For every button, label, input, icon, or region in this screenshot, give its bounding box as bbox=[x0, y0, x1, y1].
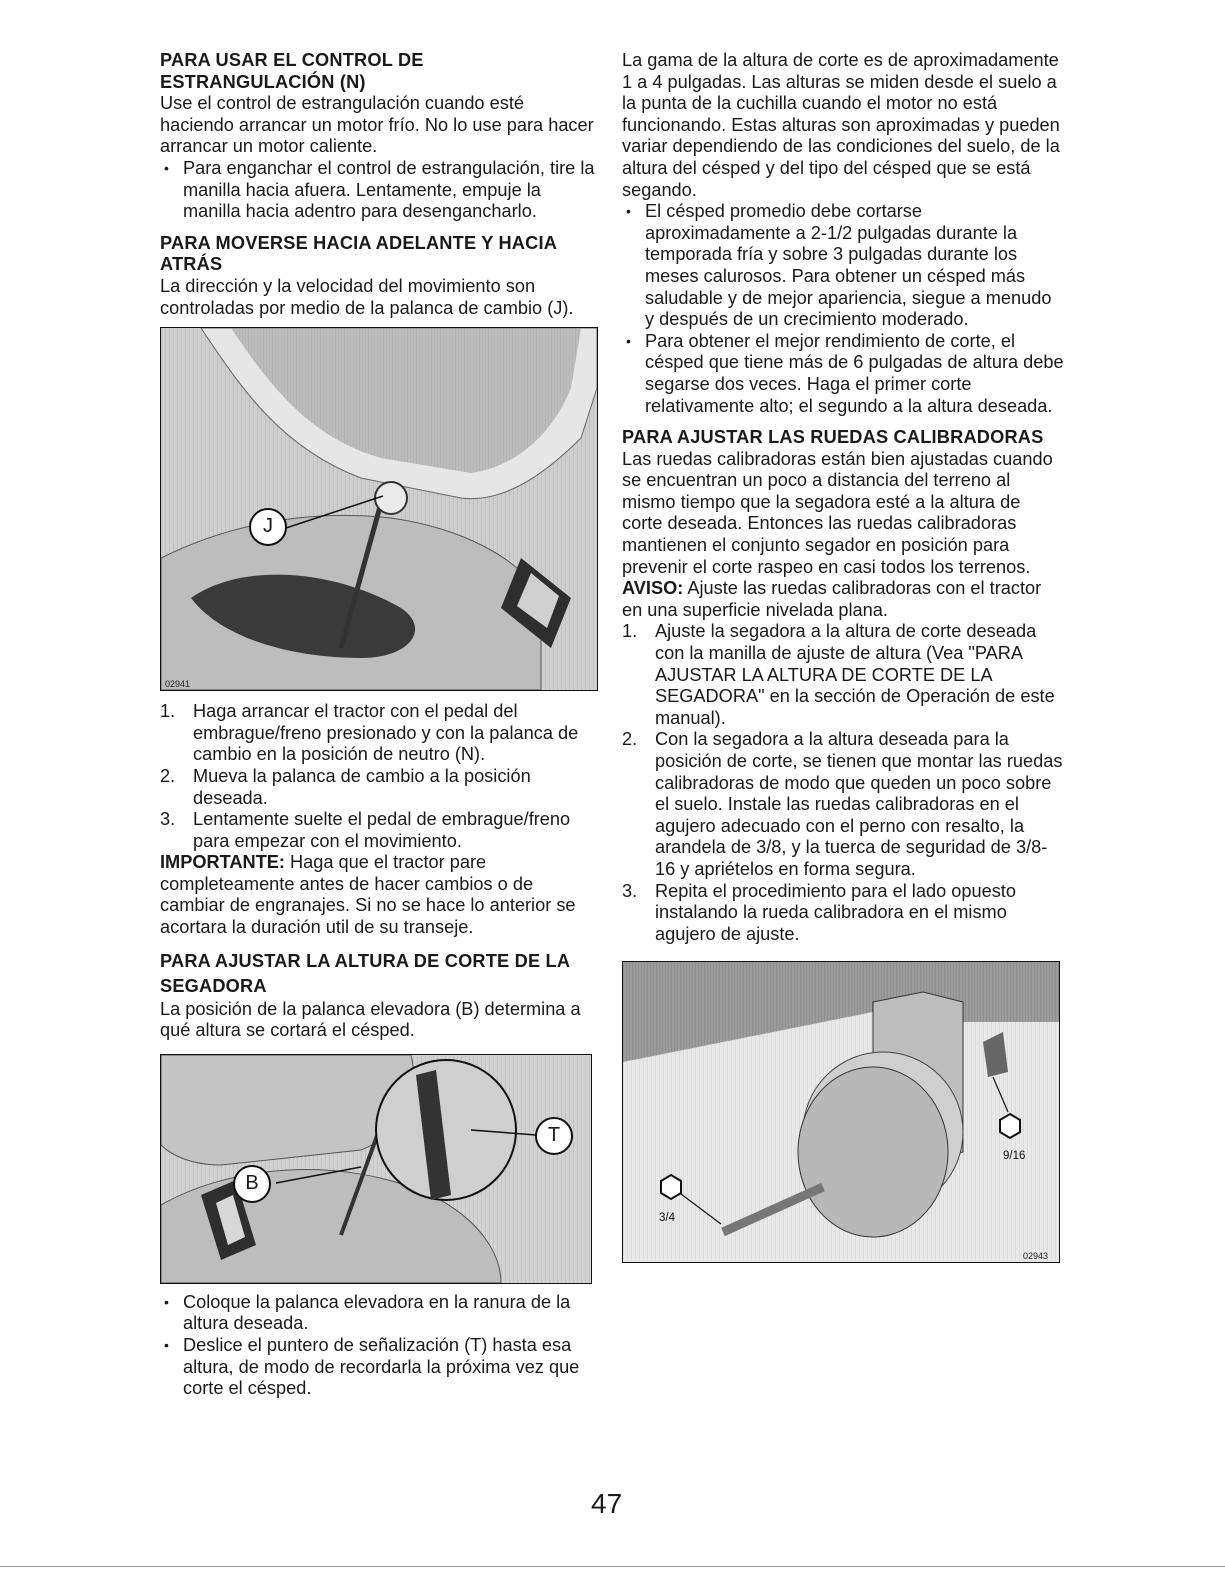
notice-text: Ajuste las ruedas calibradoras con el tractor en una superficie nivelada plana. bbox=[622, 578, 1042, 620]
step-text: Con la segadora a la altura deseada para la posición de corte, se tienen que montar las ruedas calibradoras de modo que queden un poco sobre el suelo. Instale las ruedas calibradoras en el agujero adecuado con el perno con resalto, la arandela de 3/8, y la tuerca de seguridad de 3/8-16 y apriételos en forma segura. bbox=[655, 729, 1063, 879]
choke-title-line2: ESTRANGULACIÓN (N) bbox=[160, 71, 366, 92]
step-number: 3. bbox=[160, 809, 176, 830]
choke-title-line1: PARA USAR EL CONTROL DE bbox=[160, 50, 424, 70]
step-text: Mueva la palanca de cambio a la posición deseada. bbox=[193, 765, 531, 808]
move-title: PARA MOVERSE HACIA ADELANTE Y HACIA ATRÁS bbox=[160, 232, 557, 275]
height-range-intro: La gama de la altura de corte es de aproximadamente 1 a 4 pulgadas. Las alturas se miden desde el suelo a la punta de la cuchilla cuando el motor no está funcionando. Estas alturas son aproximadas y pueden variar dependiendo de las condiciones del suelo, de la altura del césped y del tipo del césped que se está segando. bbox=[622, 50, 1060, 200]
move-section bbox=[160, 233, 600, 319]
page-number: 47 bbox=[591, 1488, 623, 1519]
gauge-wheel-illustration bbox=[623, 962, 1059, 1262]
gauge-body: Las ruedas calibradoras están bien ajustadas cuando se encuentran un poco a distancia del terreno al mismo tiempo que la segadora esté a la altura de corte deseada. Entonces las ruedas calibradoras mantienen el conjunto segador en posición para prevenir el corte raspeo en casi todos los terrenos. bbox=[622, 448, 1053, 577]
left-column bbox=[160, 50, 600, 1400]
callout-b: B bbox=[233, 1165, 271, 1203]
right-column bbox=[622, 50, 1064, 1263]
gauge-wheel-figure bbox=[622, 961, 1060, 1263]
important-text: Haga que el tractor pare completeamente antes de hacer cambios o de cambiar de engranajes. Si no se hace lo anterior se acortara la duración util de su transeje. bbox=[160, 852, 576, 938]
gauge-wheels-section bbox=[622, 427, 1064, 945]
list-item bbox=[622, 881, 1064, 946]
step-text: Repita el procedimiento para el lado opuesto instalando la rueda calibradora en el mismo agujero de ajuste. bbox=[655, 880, 1016, 944]
height-body: La posición de la palanca elevadora (B) determina a qué altura se cortará el césped. bbox=[160, 998, 581, 1041]
height-title: PARA AJUSTAR LA ALTURA DE CORTE DE LA SEGADORA bbox=[160, 950, 570, 996]
figure-code: 02943 bbox=[1023, 1251, 1049, 1262]
callout-j: J bbox=[249, 508, 287, 546]
shift-lever-figure bbox=[160, 327, 598, 691]
lift-lever-figure bbox=[160, 1054, 592, 1284]
step-number: 2. bbox=[160, 765, 176, 786]
label-nine-sixteenths: 9/16 bbox=[1003, 1150, 1026, 1163]
list-item bbox=[160, 766, 600, 809]
list-item: • Para obtener el mejor rendimiento de corte, el césped que tiene más de 6 pulgadas de altura debe segarse dos veces. Haga el primer corte relativamente alto; el segundo a la altura deseada. bbox=[622, 331, 1064, 417]
step-number: 1. bbox=[622, 621, 638, 642]
step-text: Lentamente suelte el pedal de embrague/freno para empezar con el movimiento. bbox=[193, 809, 571, 851]
important-label: IMPORTANTE: bbox=[160, 852, 285, 873]
list-item bbox=[622, 621, 1064, 729]
lift-lever-illustration bbox=[161, 1055, 591, 1283]
list-item: • Para enganchar el control de estrangulación, tire la manilla hacia afuera. Lentamente, empuje la manilla hacia adentro para desengancharlo. bbox=[160, 158, 600, 223]
list-item: • Deslice el puntero de señalización (T) hasta esa altura, de modo de recordarla la próxima vez que corte el césped. bbox=[160, 1335, 600, 1400]
gauge-steps bbox=[622, 621, 1064, 945]
list-item bbox=[622, 729, 1064, 880]
label-three-quarters: 3/4 bbox=[659, 1212, 675, 1225]
list-item: • El césped promedio debe cortarse aproximadamente a 2-1/2 pulgadas durante la temporada fría y sobre 3 pulgadas durante los meses calurosos. Para obtener un césped más saludable y de mejor apariencia, siegue a menudo y después de un crecimiento moderado. bbox=[622, 201, 1064, 331]
notice bbox=[622, 578, 1064, 621]
list-item bbox=[160, 701, 600, 766]
important-note bbox=[160, 852, 600, 938]
step-text: Haga arrancar el tractor con el pedal del embrague/freno presionado y con la palanca de cambio en la posición de neutro (N). bbox=[193, 701, 579, 765]
height-section bbox=[160, 949, 600, 1042]
list-item bbox=[160, 809, 600, 852]
height-bullets bbox=[160, 1292, 600, 1400]
step-number: 1. bbox=[160, 701, 176, 722]
step-text: Ajuste la segadora a la altura de corte deseada con la manilla de ajuste de altura (Vea "PARA AJUSTAR LA ALTURA DE CORTE DE LA SEGADORA" en la sección de Operación de este manual). bbox=[655, 621, 1055, 728]
shift-lever-illustration bbox=[161, 328, 597, 690]
choke-body: Use el control de estrangulación cuando esté haciendo arrancar un motor frío. No lo use para hacer arrancar un motor caliente. bbox=[160, 93, 594, 157]
notice-label: AVISO: bbox=[622, 578, 684, 599]
list-item: • Coloque la palanca elevadora en la ranura de la altura deseada. bbox=[160, 1292, 600, 1335]
choke-bullets bbox=[160, 158, 600, 223]
choke-section bbox=[160, 50, 600, 223]
mowing-tips bbox=[622, 201, 1064, 417]
step-number: 2. bbox=[622, 729, 638, 750]
figure-code: 02941 bbox=[165, 679, 191, 690]
move-steps bbox=[160, 701, 600, 852]
divider bbox=[0, 1566, 1225, 1567]
callout-t: T bbox=[535, 1117, 573, 1155]
step-number: 3. bbox=[622, 880, 638, 901]
gauge-title: PARA AJUSTAR LAS RUEDAS CALIBRADORAS bbox=[622, 427, 1044, 448]
choke-title bbox=[160, 50, 600, 93]
move-body: La dirección y la velocidad del movimiento son controladas por medio de la palanca de cambio (J). bbox=[160, 275, 574, 318]
